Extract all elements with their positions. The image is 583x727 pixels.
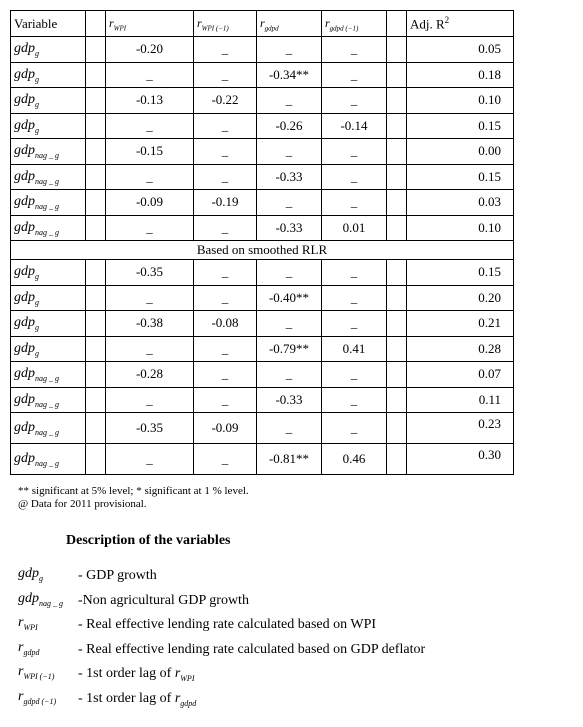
coef-cell: _ bbox=[106, 285, 194, 311]
spacer-cell bbox=[86, 113, 106, 139]
variable-cell bbox=[11, 62, 86, 88]
significance-note: ** significant at 5% level; * significant at 1 % level. bbox=[18, 485, 249, 497]
variable-cell bbox=[11, 444, 86, 475]
coef-cell: _ bbox=[322, 139, 387, 165]
coef-cell: -0.08 bbox=[194, 311, 257, 337]
variable-symbol: gdp$_{nag \_ g}$ bbox=[14, 219, 59, 237]
table-row bbox=[11, 336, 514, 362]
header-adj-r2: Adj. $R^2$ bbox=[407, 11, 514, 37]
coef-cell: -0.35 bbox=[106, 413, 194, 444]
coef-cell: _ bbox=[322, 387, 387, 413]
spacer-cell bbox=[86, 285, 106, 311]
variable-cell bbox=[11, 88, 86, 114]
coef-cell: _ bbox=[194, 215, 257, 241]
description-item bbox=[18, 640, 538, 665]
spacer-cell bbox=[387, 11, 407, 37]
spacer-cell bbox=[387, 113, 407, 139]
coef-cell: _ bbox=[194, 444, 257, 475]
spacer-cell bbox=[86, 139, 106, 165]
variable-cell bbox=[11, 362, 86, 388]
table-row bbox=[11, 311, 514, 337]
referenced-variable: $r_{WPI}$ bbox=[174, 666, 195, 683]
variable-cell bbox=[11, 113, 86, 139]
header-variable: Variable bbox=[11, 11, 86, 37]
coef-cell: -0.13 bbox=[106, 88, 194, 114]
description-text: -Non agricultural GDP growth bbox=[78, 592, 249, 608]
coef-cell: _ bbox=[106, 336, 194, 362]
coef-cell: _ bbox=[322, 285, 387, 311]
coef-cell: -0.40** bbox=[257, 285, 322, 311]
coef-cell: _ bbox=[257, 260, 322, 286]
variable-symbol: $r_{WPI (-1)}$ bbox=[18, 664, 55, 681]
variable-symbol: gdp$_g$ bbox=[14, 340, 39, 358]
coef-cell: _ bbox=[106, 387, 194, 413]
coef-cell: -0.38 bbox=[106, 311, 194, 337]
variable-cell bbox=[11, 164, 86, 190]
description-item bbox=[18, 566, 538, 591]
coef-cell: -0.09 bbox=[106, 190, 194, 216]
spacer-cell bbox=[387, 139, 407, 165]
coef-cell: -0.35 bbox=[106, 260, 194, 286]
coef-cell: -0.19 bbox=[194, 190, 257, 216]
section-label: Based on smoothed RLR bbox=[11, 241, 514, 260]
coef-cell: _ bbox=[194, 113, 257, 139]
coef-cell: _ bbox=[257, 413, 322, 444]
spacer-cell bbox=[387, 285, 407, 311]
variable-cell bbox=[11, 37, 86, 63]
data-note: @ Data for 2011 provisional. bbox=[18, 498, 147, 510]
table-row bbox=[11, 444, 514, 475]
adj-r2-cell: 0.18 bbox=[407, 62, 514, 88]
coef-cell: _ bbox=[257, 190, 322, 216]
coef-cell: _ bbox=[106, 215, 194, 241]
spacer-cell bbox=[387, 311, 407, 337]
variable-symbol: gdp$_{nag \_ g}$ bbox=[18, 590, 63, 608]
adj-r2-cell: 0.15 bbox=[407, 260, 514, 286]
table-notes bbox=[18, 485, 249, 511]
table-row bbox=[11, 113, 514, 139]
variable-symbol: gdp$_g$ bbox=[14, 117, 39, 135]
coef-cell: _ bbox=[257, 37, 322, 63]
coef-cell: _ bbox=[322, 260, 387, 286]
spacer-cell bbox=[387, 215, 407, 241]
coef-cell: _ bbox=[194, 387, 257, 413]
coef-cell: -0.14 bbox=[322, 113, 387, 139]
spacer-cell bbox=[86, 11, 106, 37]
variable-symbol: gdp$_g$ bbox=[14, 66, 39, 84]
header-r-gdpd-lag: $r_{gdpd (-1)}$ bbox=[322, 11, 387, 37]
spacer-cell bbox=[86, 190, 106, 216]
table-row bbox=[11, 164, 514, 190]
coef-cell: _ bbox=[106, 113, 194, 139]
coef-cell: _ bbox=[194, 62, 257, 88]
table-row bbox=[11, 387, 514, 413]
header-r-wpi: $r_{WPI}$ bbox=[106, 11, 194, 37]
coef-cell: _ bbox=[257, 362, 322, 388]
coef-cell: _ bbox=[194, 336, 257, 362]
variable-symbol: gdp$_{nag \_ g}$ bbox=[14, 391, 59, 409]
coef-cell: 0.41 bbox=[322, 336, 387, 362]
coef-cell: _ bbox=[106, 164, 194, 190]
spacer-cell bbox=[387, 336, 407, 362]
adj-r2-cell: 0.15 bbox=[407, 113, 514, 139]
coef-cell: _ bbox=[257, 88, 322, 114]
section-row bbox=[11, 241, 514, 260]
coef-cell: -0.33 bbox=[257, 164, 322, 190]
table-row bbox=[11, 190, 514, 216]
coef-cell: -0.81** bbox=[257, 444, 322, 475]
spacer-cell bbox=[387, 62, 407, 88]
referenced-variable: $r_{gdpd}$ bbox=[174, 690, 197, 708]
table-row bbox=[11, 260, 514, 286]
coef-cell: _ bbox=[322, 413, 387, 444]
coef-cell: _ bbox=[194, 164, 257, 190]
description-item bbox=[18, 689, 538, 714]
header-r-wpi-lag: $r_{WPI (-1)}$ bbox=[194, 11, 257, 37]
adj-r2-cell: 0.30 bbox=[407, 444, 514, 475]
coef-cell: -0.33 bbox=[257, 215, 322, 241]
variable-symbol: gdp$_{nag \_ g}$ bbox=[14, 420, 59, 437]
coef-cell: _ bbox=[194, 139, 257, 165]
coef-cell: _ bbox=[194, 362, 257, 388]
coef-cell: -0.09 bbox=[194, 413, 257, 444]
header-row bbox=[11, 11, 514, 37]
table-row bbox=[11, 413, 514, 444]
variable-cell bbox=[11, 387, 86, 413]
coef-cell: _ bbox=[322, 62, 387, 88]
description-text: - Real effective lending rate calculated based on WPI bbox=[78, 617, 377, 632]
coef-cell: _ bbox=[322, 190, 387, 216]
coef-cell: _ bbox=[322, 311, 387, 337]
adj-r2-cell: 0.10 bbox=[407, 88, 514, 114]
description-item bbox=[18, 615, 538, 640]
adj-r2-cell: 0.10 bbox=[407, 215, 514, 241]
description-text: - 1st order lag of $r_{WPI}$ bbox=[78, 666, 195, 683]
variable-cell bbox=[11, 336, 86, 362]
adj-r2-cell: 0.00 bbox=[407, 139, 514, 165]
table-row bbox=[11, 215, 514, 241]
adj-r2-cell: 0.05 bbox=[407, 37, 514, 63]
coef-cell: -0.22 bbox=[194, 88, 257, 114]
coef-cell: _ bbox=[257, 139, 322, 165]
adj-r2-cell: 0.20 bbox=[407, 285, 514, 311]
adj-r2-cell: 0.07 bbox=[407, 362, 514, 388]
spacer-cell bbox=[86, 336, 106, 362]
variable-symbol: gdp$_g$ bbox=[14, 92, 39, 110]
variable-symbol: gdp$_g$ bbox=[18, 566, 43, 583]
spacer-cell bbox=[387, 413, 407, 444]
variable-cell bbox=[11, 285, 86, 311]
spacer-cell bbox=[387, 37, 407, 63]
variable-symbol: $r_{WPI}$ bbox=[18, 615, 38, 632]
spacer-cell bbox=[86, 62, 106, 88]
adj-r2-cell: 0.15 bbox=[407, 164, 514, 190]
adj-r2-cell: 0.28 bbox=[407, 336, 514, 362]
variable-symbol: gdp$_g$ bbox=[14, 315, 39, 333]
table-row bbox=[11, 37, 514, 63]
description-text: - 1st order lag of $r_{gdpd}$ bbox=[78, 690, 197, 708]
coef-cell: -0.15 bbox=[106, 139, 194, 165]
description-item bbox=[18, 664, 538, 689]
spacer-cell bbox=[86, 311, 106, 337]
adj-r2-cell: 0.21 bbox=[407, 311, 514, 337]
coef-cell: 0.01 bbox=[322, 215, 387, 241]
spacer-cell bbox=[86, 164, 106, 190]
coef-cell: -0.20 bbox=[106, 37, 194, 63]
spacer-cell bbox=[86, 444, 106, 475]
variable-symbol: gdp$_g$ bbox=[14, 264, 39, 282]
spacer-cell bbox=[86, 413, 106, 444]
coef-cell: 0.46 bbox=[322, 444, 387, 475]
coef-cell: _ bbox=[194, 285, 257, 311]
spacer-cell bbox=[86, 362, 106, 388]
spacer-cell bbox=[387, 362, 407, 388]
table-row bbox=[11, 62, 514, 88]
table-row bbox=[11, 88, 514, 114]
spacer-cell bbox=[86, 215, 106, 241]
spacer-cell bbox=[387, 164, 407, 190]
coef-cell: _ bbox=[322, 88, 387, 114]
variable-cell bbox=[11, 190, 86, 216]
variable-cell bbox=[11, 215, 86, 241]
coef-cell: -0.28 bbox=[106, 362, 194, 388]
variable-cell bbox=[11, 260, 86, 286]
regression-table bbox=[10, 10, 514, 475]
spacer-cell bbox=[387, 387, 407, 413]
variable-symbol: gdp$_{nag \_ g}$ bbox=[14, 143, 59, 161]
spacer-cell bbox=[86, 387, 106, 413]
description-item bbox=[18, 591, 538, 616]
variable-cell bbox=[11, 413, 86, 444]
adj-r2-cell: 0.03 bbox=[407, 190, 514, 216]
coef-cell: _ bbox=[194, 260, 257, 286]
adj-r2-cell: 0.23 bbox=[407, 413, 514, 444]
table-row bbox=[11, 362, 514, 388]
spacer-cell bbox=[86, 37, 106, 63]
coef-cell: _ bbox=[322, 37, 387, 63]
adj-r2-cell: 0.11 bbox=[407, 387, 514, 413]
coef-cell: _ bbox=[194, 37, 257, 63]
variable-symbol: gdp$_g$ bbox=[14, 289, 39, 307]
variable-symbol: $r_{gdpd}$ bbox=[18, 639, 40, 657]
coef-cell: -0.33 bbox=[257, 387, 322, 413]
spacer-cell bbox=[387, 444, 407, 475]
spacer-cell bbox=[86, 88, 106, 114]
coef-cell: -0.34** bbox=[257, 62, 322, 88]
coef-cell: _ bbox=[106, 62, 194, 88]
coef-cell: _ bbox=[322, 164, 387, 190]
header-r-gdpd: $r_{gdpd}$ bbox=[257, 11, 322, 37]
description-text: - GDP growth bbox=[78, 568, 157, 583]
coef-cell: _ bbox=[257, 311, 322, 337]
coef-cell: -0.26 bbox=[257, 113, 322, 139]
spacer-cell bbox=[387, 88, 407, 114]
variable-symbol: gdp$_{nag \_ g}$ bbox=[14, 168, 59, 186]
coef-cell: _ bbox=[106, 444, 194, 475]
spacer-cell bbox=[86, 260, 106, 286]
variable-cell bbox=[11, 139, 86, 165]
spacer-cell bbox=[387, 260, 407, 286]
table-row bbox=[11, 139, 514, 165]
coef-cell: -0.79** bbox=[257, 336, 322, 362]
variable-descriptions bbox=[18, 566, 538, 713]
spacer-cell bbox=[387, 190, 407, 216]
variable-symbol: gdp$_{nag \_ g}$ bbox=[14, 194, 59, 212]
variable-cell bbox=[11, 311, 86, 337]
description-text: - Real effective lending rate calculated based on GDP deflator bbox=[78, 641, 426, 657]
variable-symbol: gdp$_{nag \_ g}$ bbox=[14, 451, 59, 468]
variable-symbol: $r_{gdpd (-1)}$ bbox=[18, 688, 57, 706]
variable-symbol: gdp$_{nag \_ g}$ bbox=[14, 366, 59, 384]
table-row bbox=[11, 285, 514, 311]
description-title: Description of the variables bbox=[66, 533, 231, 548]
variable-symbol: gdp$_g$ bbox=[14, 41, 39, 59]
coef-cell: _ bbox=[322, 362, 387, 388]
